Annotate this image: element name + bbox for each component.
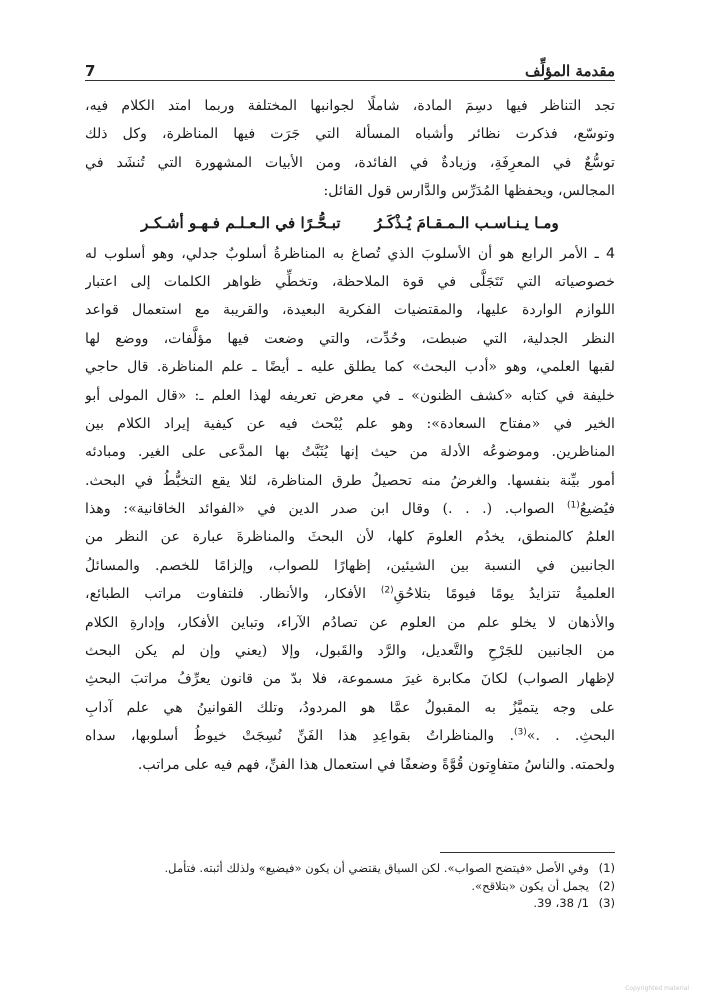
footnote-ref-2[interactable]: (2) [380,585,394,596]
text-line: تجد التناظر فيها دسِمَ المادة، شاملًا لجوانبها المختلفة وربما امتد الكلام فيه، [85,98,615,114]
text-line: من الجانبين للجَرْحِ والتَّعديل، والرَّد والقَبول، وإلا (يعني وإن لم يكن البحث [85,643,615,660]
text-line: توسُّعٌ في المعرِفَةِ، وزيادةٌ في الفائدة، ومن الأبيات المشهورة التي تُنشَد في [85,154,615,171]
footnote-text: وفي الأصل «فيتضح الصواب». لكن السياق يقتضي أن يكون «فيضيع» ولذلك أثبته. فتأمل. [164,861,589,875]
text-line: البحثِ. . .»$^{(3)}$. والمناظراتُ بقواعِدِ هذا الفَنِّ نُسِجَتْ خيوطُ أسلوبها، سداه [85,727,615,745]
footnote-ref-3[interactable]: (3) [514,727,527,738]
text-line: المناظرين. وموضوعُه الأدلة من حيث إنها يُثَبَّتُ بها المدَّعى على الغير. ومبادئه [85,444,615,461]
footnote-3 [85,895,615,913]
header-rule [85,80,615,81]
text-line: لإظهار الصواب) لكانَ مكابرة غيرَ مسموعة، فلا بدّ من قانون يعرِّفُ مراتبَ البحثِ [85,671,615,688]
footnote-text: يجمل أن يكون «بتلاقح». [471,878,589,893]
text-line: 4 ـ الأمر الرابع هو أن الأسلوبَ الذي تُصاغ به المناظرةُ أسلوبٌ جدلي، وهو أسلوب له [85,245,615,262]
verse-first-hemistich: ومـا يـنـاسـب الـمـقـامَ يُـذْكَـرُ [374,213,559,232]
footnotes [85,860,615,913]
footnote-rule [440,852,615,853]
page-number: 7 [85,62,96,80]
text-line: وتوسّع، فذكرت نظائر وأشباه المسألة التي جَرَت فيها المناظرة، وكل ذلك [85,126,615,143]
intro-paragraph [85,92,615,206]
text-line: المجالس، ويحفظها المُدَرِّس والدَّارس قول القائل: [323,183,615,200]
text-line: الخير في «مفتاح السعادة»: وهو علم يُبْحث فيه عن كيفية إيراد الكلام بين [85,415,615,432]
running-head [85,58,615,80]
footnote-number: (2) [598,878,615,893]
footnote-2 [85,878,615,896]
text-line: لقبها العلمي، وهو «أدب البحث» كما يطلق عليه ـ أيضًا ـ علم المناظرة. قال حاجي [85,359,615,376]
chapter-title: مقدمة المؤلِّف [524,62,615,80]
text-line: العلميةُ تتزايدُ يومًا فيومًا بتلاحُقِ$^{(2)}$ الأفكار، والأنظار. فلتفاوت مراتب الطبائع، [85,585,615,603]
verse-second-hemistich: تبـحُّـرًا في الـعـلـم فـهـو أشـكـر [141,213,341,232]
text-line: النظر الجدلية، التي ضبطت، وحُدِّت، والتي وضعت فيها مؤلَّفات، ووضع لها [85,330,615,347]
copyright-watermark: Copyrighted material [625,985,689,992]
text-line: خليفة في كتابه «كشف الظنون» ـ في معرض تعريفه لهذا العلم ـ: «قال المولى أبو [85,387,615,404]
footnote-number: (1) [598,861,615,875]
footnote-ref-1[interactable]: (1) [567,500,580,511]
item-number: 4 ـ [594,245,615,262]
text-line: فيُضيعُ$^{(1)}$ الصواب. (. . .) وقال ابن صدر الدين في «الفوائد الخاقانية»: وهذا [85,500,615,518]
footnote-1 [85,860,615,878]
poetry-verse [85,206,615,240]
text-line: على وجه يتميَّزُ به المقبولُ عمَّا هو المردودُ، وتلك القوانينُ هي علم آدابِ [85,699,615,716]
text-line: ولحمته. والناسُ متفاوِتون قُوَّةً وضعفًا في استعمال هذا الفنِّ، فهم فيه على مراتب. [137,756,615,773]
book-page [85,0,615,1000]
text-line: أمور بيِّنة بنفسها. والغرضُ منه تحصيلُ طرق المناظرة، لئلا يقع التخبُّطُ في البحث. [85,472,615,489]
body-text [85,92,615,779]
text-line: والأذهان لا يخلو علم من العلوم عن تصادُم الآراء، وتباين الأفكار، وإدارةِ الكلام [85,614,615,631]
text-line: خصوصياته التي تَتَجَلَّى في قوة الملاحظة، وتخطِّي ظواهر الكلمات إلى اعتبار [85,273,615,290]
footnote-text: 1/ 38، 39. [533,896,589,910]
item-4-paragraph [85,240,615,779]
footnote-number: (3) [598,896,615,910]
text-line: الجانبين في النسبة بين الشيئين، إظهارًا للصواب، وإلزامًا للخصم. والمسائلُ [85,557,615,574]
text-line: العلمُ كالمنطق، يخدُم العلومَ كلها، لأن البحثَ والمناظرةَ عبارة عن النظر من [85,529,615,546]
text-line: اللوازم الواردة عليها، والمقتضيات الفكرية البعيدة، والقريبة مع استعمال قواعد [85,302,615,319]
